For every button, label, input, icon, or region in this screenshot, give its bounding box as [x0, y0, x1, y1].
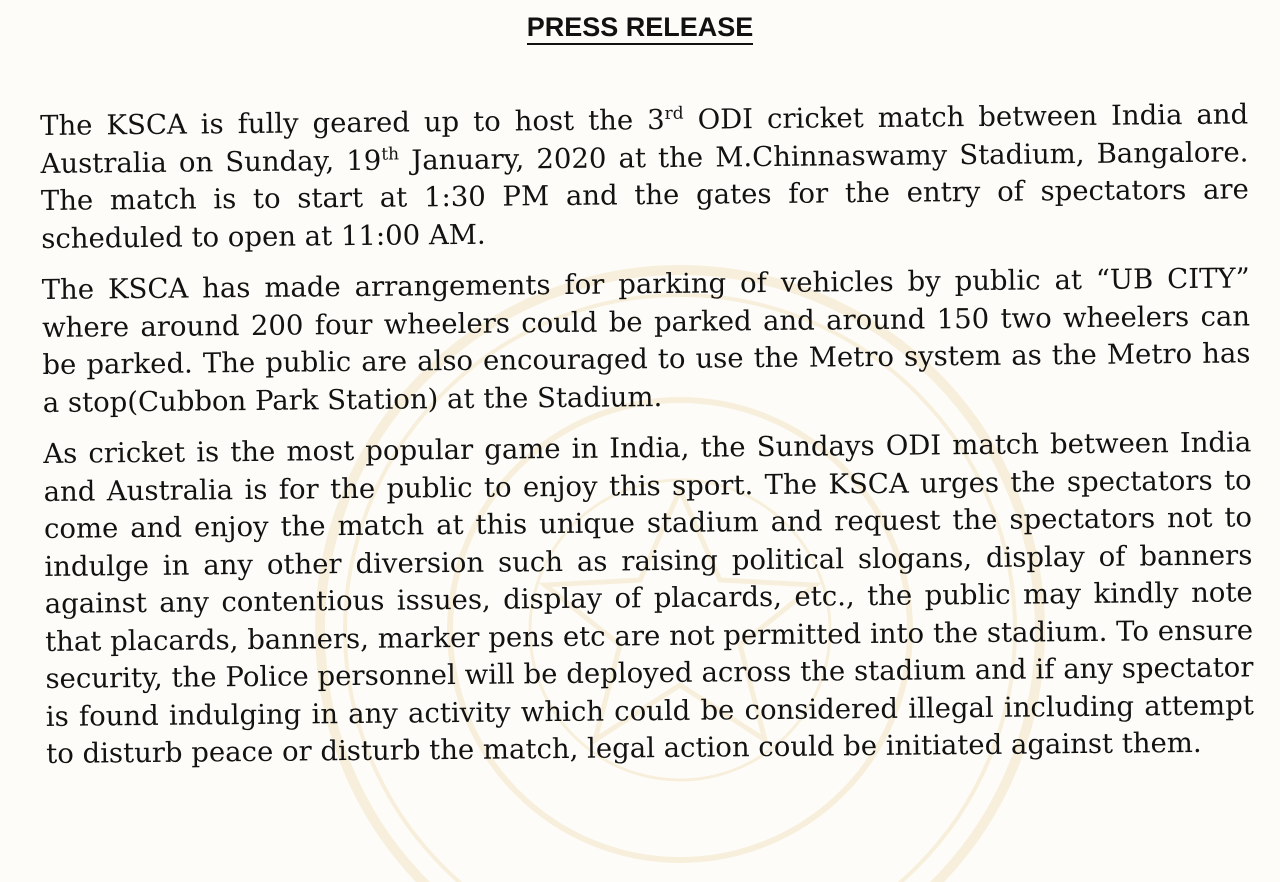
- page-title-text: PRESS RELEASE: [527, 12, 754, 45]
- paragraph-match-details: [40, 96, 1249, 258]
- ordinal-suffix-th: th: [381, 143, 400, 165]
- ordinal-suffix-rd: rd: [664, 103, 684, 124]
- page-title: [0, 12, 1280, 43]
- release-body: [40, 96, 1254, 787]
- paragraph-1-text-c: January, 2020 at the M.Chinnaswamy Stadium, Bangalore. The match is to start at 1:30 PM and the gates for the entry of spectators are scheduled to open at 11:00 AM.: [40, 135, 1249, 255]
- paragraph-1-text-b: ODI cricket match between India and Australia on Sunday, 19: [40, 98, 1249, 180]
- paragraph-spectator-guidelines: As cricket is the most popular game in India, the Sundays ODI match between India and Australia is for the public to enjoy this sport. The KSCA urges the spectators to come and enjoy the match at this unique stadium and request the spectators not to indulge in any other diversion such as raising political slogans, display of banners against any contentious issues, display of placards, etc., the public may kindly note that placards, banners, marker pens etc are not permitted into the stadium. To ensure security, the Police personnel will be deployed across the stadium and if any spectator is found indulging in any activity which could be considered illegal including attempt to disturb peace or disturb the match, legal action could be initiated against them.: [43, 426, 1254, 770]
- paragraph-1-text-a: The KSCA is fully geared up to host the 3: [40, 104, 665, 142]
- paragraph-parking: The KSCA has made arrangements for parking of vehicles by public at “UB CITY” where around 200 four wheelers could be parked and around 150 two wheelers can be parked. The public are also encouraged to use the Metro system as the Metro has a stop(Cubbon Park Station) at the Stadium.: [41, 262, 1251, 419]
